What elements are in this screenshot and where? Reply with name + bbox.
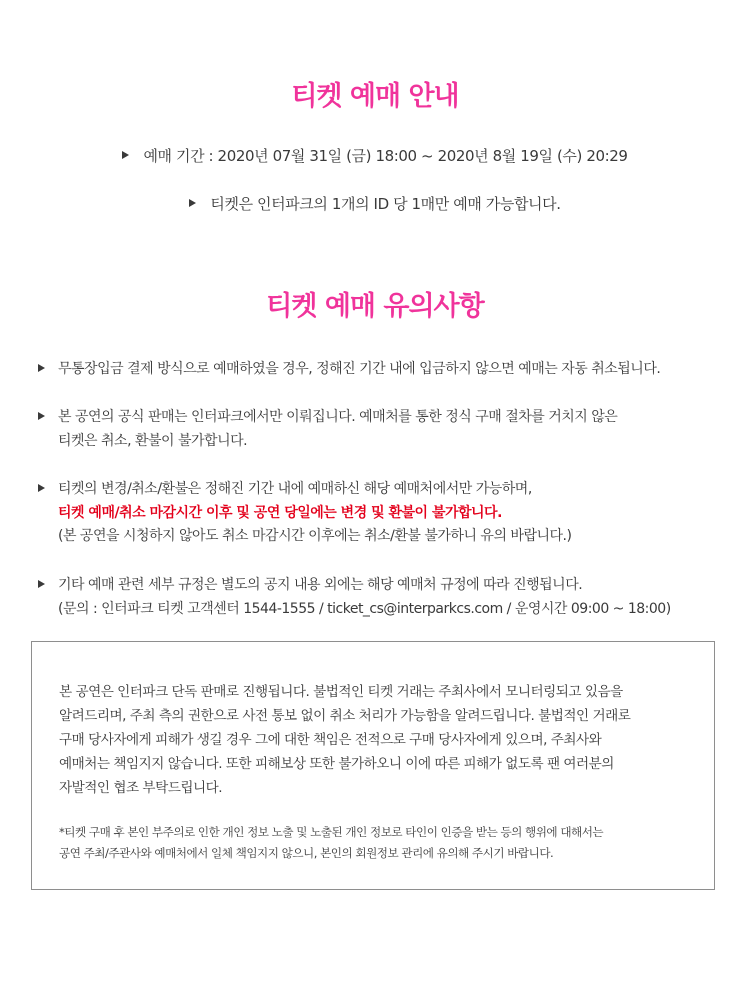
triangle-right-icon: [38, 484, 45, 492]
notice-main-text: [59, 680, 699, 800]
triangle-right-icon: [38, 364, 45, 372]
booking-period-line: [0, 145, 750, 167]
notice-line: 자발적인 협조 부탁드립니다.: [59, 780, 223, 796]
notice-box: [31, 641, 715, 890]
triangle-right-icon: [38, 412, 45, 420]
caution-line: 본 공연의 공식 판매는 인터파크에서만 이뤄집니다. 예매처를 통한 정식 구매 절차를 거치지 않은: [58, 409, 618, 425]
caution-title: 티켓 예매 유의사항: [266, 291, 484, 322]
caution-line: (본 공연을 시청하지 않아도 취소 마감시간 이후에는 취소/환불 불가하니 유의 바랍니다.): [58, 528, 572, 544]
triangle-right-icon: [189, 199, 196, 207]
triangle-right-icon: [122, 151, 129, 159]
caution-item: [38, 406, 718, 453]
booking-info-title: 티켓 예매 안내: [291, 81, 459, 112]
caution-item: [38, 358, 718, 382]
caution-line: 기타 예매 관련 세부 규정은 별도의 공지 내용 외에는 해당 예매처 규정에 따라 진행됩니다.: [58, 577, 583, 593]
booking-limit-text: 티켓은 인터파크의 1개의 ID 당 1매만 예매 가능합니다.: [210, 195, 561, 213]
notice-line: 알려드리며, 주최 측의 권한으로 사전 통보 없이 취소 처리가 가능함을 알려드립니다. 불법적인 거래로: [59, 708, 631, 724]
notice-footnote: [59, 822, 699, 864]
caution-item: [38, 574, 718, 621]
notice-line: 본 공연은 인터파크 단독 판매로 진행됩니다. 불법적인 티켓 거래는 주최사에서 모니터링되고 있음을: [59, 684, 623, 700]
booking-limit-line: [0, 193, 750, 215]
caution-line: 무통장입금 결제 방식으로 예매하였을 경우, 정해진 기간 내에 입금하지 않으면 예매는 자동 취소됩니다.: [58, 361, 661, 377]
caution-item: [38, 478, 718, 549]
caution-warning-line: 티켓 예매/취소 마감시간 이후 및 공연 당일에는 변경 및 환불이 불가합니다.: [58, 504, 502, 521]
notice-line: 예매처는 책임지지 않습니다. 또한 피해보상 또한 불가하오니 이에 따른 피해가 없도록 팬 여러분의: [59, 756, 614, 772]
notice-line: 구매 당사자에게 피해가 생길 경우 그에 대한 책임은 전적으로 구매 당사자에게 있으며, 주최사와: [59, 732, 602, 748]
caution-contact-line: (문의 : 인터파크 티켓 고객센터 1544-1555 / ticket_cs@interparkcs.com / 운영시간 09:00 ~ 18:00): [58, 600, 671, 617]
triangle-right-icon: [38, 580, 45, 588]
caution-line: 티켓은 취소, 환불이 불가합니다.: [58, 432, 248, 449]
booking-period-text: 예매 기간 : 2020년 07월 31일 (금) 18:00 ~ 2020년 8월 19일 (수) 20:29: [143, 147, 628, 165]
footnote-line: *티켓 구매 후 본인 부주의로 인한 개인 정보 노출 및 노출된 개인 정보로 타인이 인증을 받는 등의 행위에 대해서는: [59, 825, 604, 839]
footnote-line: 공연 주최/주관사와 예매처에서 일체 책임지지 않으니, 본인의 회원정보 관리에 유의해 주시기 바랍니다.: [59, 846, 554, 860]
caution-line: 티켓의 변경/취소/환불은 정해진 기간 내에 예매하신 해당 예매처에서만 가능하며,: [58, 481, 532, 497]
